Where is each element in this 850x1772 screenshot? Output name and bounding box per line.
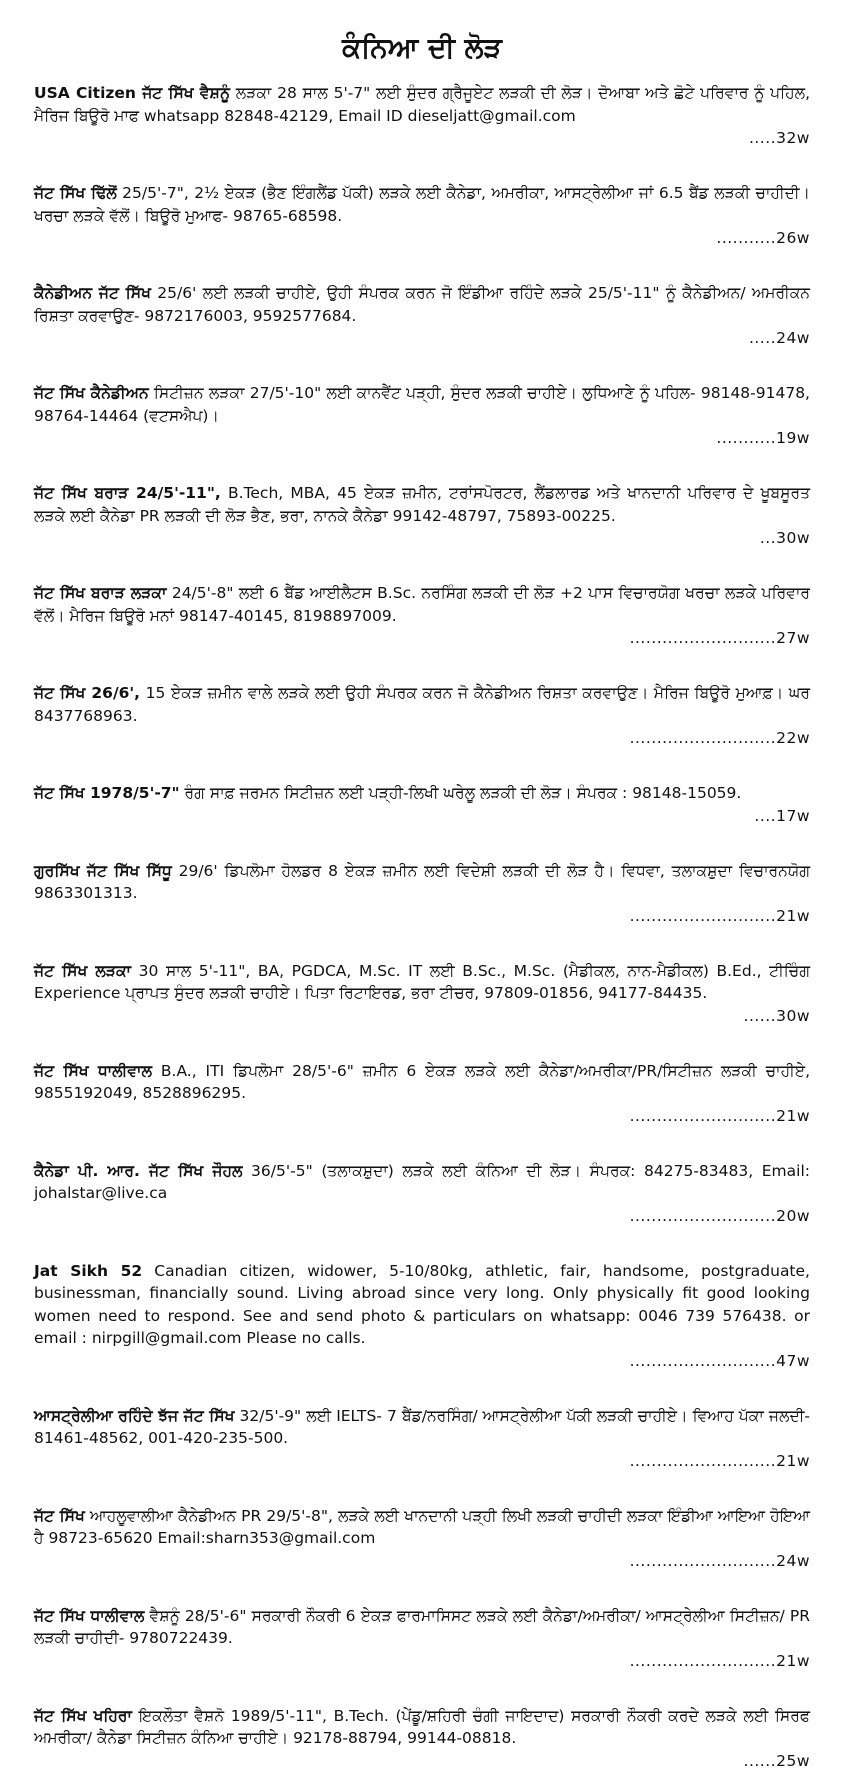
ad-body: ਇਕਲੌਤਾ ਵੈਸ਼ਨੋ 1989/5'-11", B.Tech. (ਪੇਂਡੂ/ਸ਼ਹਿਰੀ ਚੰਗੀ ਜਾਇਦਾਦ) ਸਰਕਾਰੀ ਨੌਕਰੀ ਕਰਦੇ ਲੜਕੇ ਲਈ ਸਿਰਫ ਅਮਰੀਕਾ/ ਕੈਨੇਡਾ ਸਿਟੀਜ਼ਨ ਕੰਨਿਆ ਚਾਹੀਏ। 92178-88794, 99144-08818.	[34, 1707, 810, 1748]
ad-code: ...........................22w	[34, 727, 810, 750]
ad-code: ...........................47w	[34, 1350, 810, 1373]
ad-body: 25/6' ਲਈ ਲੜਕੀ ਚਾਹੀਏ, ਉਹੀ ਸੰਪਰਕ ਕਰਨ ਜੋ ਇੰਡੀਆ ਰਹਿੰਦੇ ਲੜਕੇ 25/5'-11" ਨੂੰ ਕੈਨੇਡੀਅਨ/ ਅਮਰੀਕਨ ਰਿਸ਼ਤਾ ਕਰਵਾਉਣ- 9872176003, 9592577684.	[34, 284, 810, 325]
ad-entry	[34, 1260, 810, 1373]
ad-entry	[34, 682, 810, 750]
ad-code: ...........................21w	[34, 1105, 810, 1128]
ad-entry	[34, 1505, 810, 1573]
ad-body: 29/6' ਡਿਪਲੋਮਾ ਹੋਲਡਰ 8 ਏਕੜ ਜ਼ਮੀਨ ਲਈ ਵਿਦੇਸ਼ੀ ਲੜਕੀ ਦੀ ਲੋੜ ਹੈ। ਵਿਧਵਾ, ਤਲਾਕਸ਼ੁਦਾ ਵਿਚਾਰਨਯੋਗ 9863301313.	[34, 862, 810, 903]
ad-lead: ਜੱਟ ਸਿੱਖ ਢਿੱਲੋਂ	[34, 184, 117, 202]
ad-body: 32/5'-9" ਲਈ IELTS- 7 ਬੈਂਡ/ਨਰਸਿੰਗ/ ਆਸਟ੍ਰੇਲੀਆ ਪੱਕੀ ਲੜਕੀ ਚਾਹੀਏ। ਵਿਆਹ ਪੱਕਾ ਜਲਦੀ- 81461-48562, 001-420-235-500.	[34, 1407, 810, 1448]
ad-entry	[34, 1605, 810, 1673]
ad-body: ਰੰਗ ਸਾਫ਼ ਜਰਮਨ ਸਿਟੀਜ਼ਨ ਲਈ ਪੜ੍ਹੀ-ਲਿਖੀ ਘਰੇਲੂ ਲੜਕੀ ਦੀ ਲੋੜ। ਸੰਪਰਕ : 98148-15059.	[180, 784, 742, 802]
ad-code: ...........26w	[34, 227, 810, 250]
ad-code: ......25w	[34, 1750, 810, 1772]
ad-body: ਆਹਲੂਵਾਲੀਆ ਕੈਨੇਡੀਅਨ PR 29/5'-8", ਲੜਕੇ ਲਈ ਖਾਨਦਾਨੀ ਪੜ੍ਹੀ ਲਿਖੀ ਲੜਕੀ ਚਾਹੀਦੀ ਲੜਕਾ ਇੰਡੀਆ ਆਇਆ ਹੋਇਆ ਹੈ 98723-65620 Email:sharn353@gmail.com	[34, 1507, 810, 1548]
ad-code: ....17w	[34, 805, 810, 828]
ad-code: ...30w	[34, 527, 810, 550]
ad-entry	[34, 182, 810, 250]
ad-body: 25/5'-7", 2½ ਏਕੜ (ਭੈਣ ਇੰਗਲੈਂਡ ਪੱਕੀ) ਲੜਕੇ ਲਈ ਕੈਨੇਡਾ, ਅਮਰੀਕਾ, ਆਸਟ੍ਰੇਲੀਆ ਜਾਂ 6.5 ਬੈਂਡ ਲੜਕੀ ਚਾਹੀਦੀ। ਖਰਚਾ ਲੜਕੇ ਵੱਲੋਂ। ਬਿਊਰੋ ਮੁਆਫ- 98765-68598.	[34, 184, 810, 225]
ad-lead: ਜੱਟ ਸਿੱਖ 1978/5'-7"	[34, 784, 180, 802]
ad-code: ...........................27w	[34, 627, 810, 650]
ad-code: .....24w	[34, 327, 810, 350]
ad-lead: Jat Sikh 52	[34, 1262, 142, 1280]
ad-code: ......30w	[34, 1005, 810, 1028]
ad-entry	[34, 282, 810, 350]
ad-body: 36/5'-5" (ਤਲਾਕਸ਼ੁਦਾ) ਲੜਕੇ ਲਈ ਕੰਨਿਆ ਦੀ ਲੋੜ। ਸੰਪਰਕ: 84275-83483, Email: johalstar@live.ca	[34, 1162, 810, 1203]
ad-lead: ਜੱਟ ਸਿੱਖ ਕੈਨੇਡੀਅਨ	[34, 384, 149, 402]
ad-lead: ਜੱਟ ਸਿੱਖ ਖਹਿਰਾ	[34, 1707, 132, 1725]
ad-entry	[34, 582, 810, 650]
ad-lead: ਜੱਟ ਸਿੱਖ ਧਾਲੀਵਾਲ	[34, 1062, 152, 1080]
ad-code: ...........................24w	[34, 1550, 810, 1573]
ad-code: ...........................21w	[34, 1650, 810, 1673]
ads-list	[34, 82, 810, 1772]
ad-entry	[34, 482, 810, 550]
ad-entry	[34, 82, 810, 150]
ad-body: B.A., ITI ਡਿਪਲੋਮਾ 28/5'-6" ਜ਼ਮੀਨ 6 ਏਕੜ ਲੜਕੇ ਲਈ ਕੈਨੇਡਾ/ਅਮਰੀਕਾ/PR/ਸਿਟੀਜ਼ਨ ਲੜਕੀ ਚਾਹੀਏ, 9855192049, 8528896295.	[34, 1062, 810, 1103]
ad-body: ਵੈਸ਼ਨੂੰ 28/5'-6" ਸਰਕਾਰੀ ਨੌਕਰੀ 6 ਏਕੜ ਫਾਰਮਾਸਿਸਟ ਲੜਕੇ ਲਈ ਕੈਨੇਡਾ/ਅਮਰੀਕਾ/ ਆਸਟ੍ਰੇਲੀਆ ਸਿਟੀਜ਼ਨ/ PR ਲੜਕੀ ਚਾਹੀਦੀ- 9780722439.	[34, 1607, 810, 1648]
ad-entry	[34, 860, 810, 928]
ad-body: 30 ਸਾਲ 5'-11", BA, PGDCA, M.Sc. IT ਲਈ B.Sc., M.Sc. (ਮੈਡੀਕਲ, ਨਾਨ-ਮੈਡੀਕਲ) B.Ed., ਟੀਚਿੰਗ Experience ਪ੍ਰਾਪਤ ਸੁੰਦਰ ਲੜਕੀ ਚਾਹੀਏ। ਪਿਤਾ ਰਿਟਾਇਰਡ, ਭਰਾ ਟੀਚਰ, 97809-01856, 94177-84435.	[34, 962, 810, 1003]
ad-entry	[34, 1160, 810, 1228]
ad-entry	[34, 782, 810, 827]
ad-entry	[34, 960, 810, 1028]
ad-lead: ਆਸਟ੍ਰੇਲੀਆ ਰਹਿੰਦੇ ਝੱਜ ਜੱਟ ਸਿੱਖ	[34, 1407, 234, 1425]
ad-lead: ਗੁਰਸਿੱਖ ਜੱਟ ਸਿੱਖ ਸਿੱਧੂ	[34, 862, 172, 880]
ad-lead: USA Citizen ਜੱਟ ਸਿੱਖ ਵੈਸ਼ਨੂੰ	[34, 84, 230, 102]
ad-entry	[34, 1405, 810, 1473]
ad-code: ...........................21w	[34, 905, 810, 928]
ad-body: ਸਿਟੀਜ਼ਨ ਲੜਕਾ 27/5'-10" ਲਈ ਕਾਨਵੈਂਟ ਪੜ੍ਹੀ, ਸੁੰਦਰ ਲੜਕੀ ਚਾਹੀਏ। ਲੁਧਿਆਣੇ ਨੂੰ ਪਹਿਲ- 98148-91478, 98764-14464 (ਵਟਸਐਪ)।	[34, 384, 810, 425]
ad-entry	[34, 1705, 810, 1772]
ad-lead: ਕੈਨੇਡੀਅਨ ਜੱਟ ਸਿੱਖ	[34, 284, 151, 302]
ad-body: ਲੜਕਾ 28 ਸਾਲ 5'-7" ਲਈ ਸੁੰਦਰ ਗ੍ਰੈਜੂਏਟ ਲੜਕੀ ਦੀ ਲੋੜ। ਦੋਆਬਾ ਅਤੇ ਛੋਟੇ ਪਰਿਵਾਰ ਨੂੰ ਪਹਿਲ, ਮੈਰਿਜ ਬਿਊਰੋ ਮਾਫ whatsapp 82848-42129, Email ID dieseljatt@gmail.com	[34, 84, 810, 125]
page-title: ਕੰਨਿਆ ਦੀ ਲੋੜ	[34, 28, 810, 68]
ad-lead: ਜੱਟ ਸਿੱਖ ਲੜਕਾ	[34, 962, 131, 980]
ad-code: ...........................21w	[34, 1450, 810, 1473]
ad-body: B.Tech, MBA, 45 ਏਕੜ ਜ਼ਮੀਨ, ਟਰਾਂਸਪੋਰਟਰ, ਲੈਂਡਲਾਰਡ ਅਤੇ ਖਾਨਦਾਨੀ ਪਰਿਵਾਰ ਦੇ ਖੂਬਸੂਰਤ ਲੜਕੇ ਲਈ ਕੈਨੇਡਾ PR ਲੜਕੀ ਦੀ ਲੋੜ ਭੈਣ, ਭਰਾ, ਨਾਨਕੇ ਕੈਨੇਡਾ 99142-48797, 75893-00225.	[34, 484, 810, 525]
ad-lead: ਜੱਟ ਸਿੱਖ 26/6',	[34, 684, 140, 702]
ad-code: .....32w	[34, 127, 810, 150]
ad-body: Canadian citizen, widower, 5-10/80kg, athletic, fair, handsome, postgraduate, businessman, financially sound. Living abroad since very long. Only physically fit good looking women need to respond. See and send photo & particulars on whatsapp: 0046 739 576438. or email : nirpgill@gmail.com Please no calls.	[34, 1262, 810, 1348]
ad-lead: ਜੱਟ ਸਿੱਖ ਬਰਾੜ ਲੜਕਾ	[34, 584, 166, 602]
ad-lead: ਜੱਟ ਸਿੱਖ ਧਾਲੀਵਾਲ	[34, 1607, 144, 1625]
ad-lead: ਕੈਨੇਡਾ ਪੀ. ਆਰ. ਜੱਟ ਸਿੱਖ ਜੌਹਲ	[34, 1162, 242, 1180]
ad-code: ...........................20w	[34, 1205, 810, 1228]
ad-lead: ਜੱਟ ਸਿੱਖ ਬਰਾੜ 24/5'-11",	[34, 484, 221, 502]
ad-lead: ਜੱਟ ਸਿੱਖ	[34, 1507, 85, 1525]
ad-code: ...........19w	[34, 427, 810, 450]
ad-entry	[34, 1060, 810, 1128]
ad-body: 15 ਏਕੜ ਜ਼ਮੀਨ ਵਾਲੇ ਲੜਕੇ ਲਈ ਉਹੀ ਸੰਪਰਕ ਕਰਨ ਜੋ ਕੈਨੇਡੀਅਨ ਰਿਸ਼ਤਾ ਕਰਵਾਉਣ। ਮੈਰਿਜ ਬਿਊਰੋ ਮੁਆਫ਼। ਘਰ 8437768963.	[34, 684, 810, 725]
ad-entry	[34, 382, 810, 450]
ad-body: 24/5'-8" ਲਈ 6 ਬੈਂਡ ਆਈਲੈਟਸ B.Sc. ਨਰਸਿੰਗ ਲੜਕੀ ਦੀ ਲੋੜ +2 ਪਾਸ ਵਿਚਾਰਯੋਗ ਖਰਚਾ ਲੜਕੇ ਪਰਿਵਾਰ ਵੱਲੋਂ। ਮੈਰਿਜ ਬਿਊਰੋ ਮਨਾਂ 98147-40145, 8198897009.	[34, 584, 810, 625]
